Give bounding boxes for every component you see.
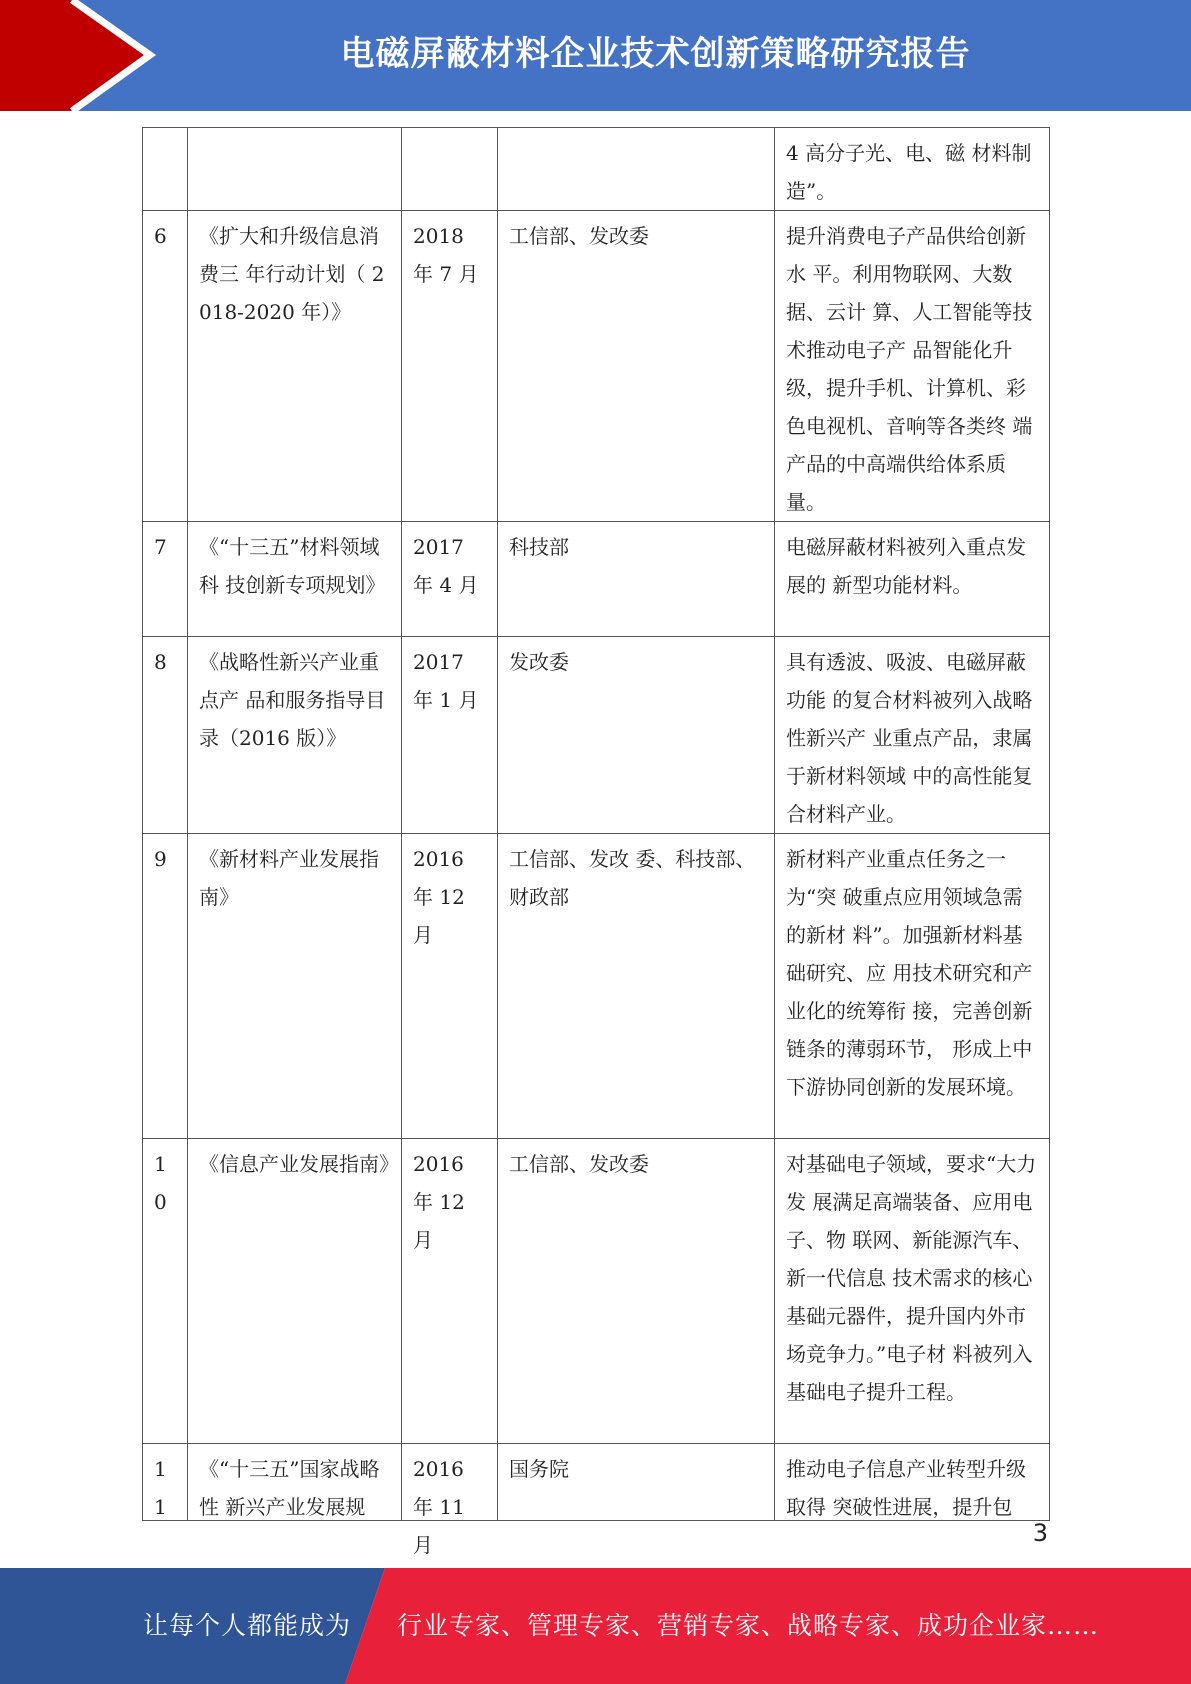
- release-date-cell: [402, 128, 498, 211]
- table-row: [143, 1444, 1050, 1521]
- row-number-cell: 9: [143, 834, 188, 1139]
- department-cell: [498, 128, 775, 211]
- release-date-cell: 2018 年 7 月: [402, 211, 498, 522]
- table-row: [143, 211, 1050, 522]
- policy-name-cell: 《新材料产业发展指南》: [188, 834, 402, 1139]
- table-row: [143, 522, 1050, 637]
- department-cell: [498, 1444, 775, 1521]
- chevron-decoration-icon: [0, 0, 150, 111]
- header-banner: [0, 0, 1191, 111]
- content-cell: 电磁屏蔽材料被列入重点发展的 新型功能材料。: [775, 522, 1050, 637]
- department-cell: 科技部: [498, 522, 775, 637]
- department-cell: 发改委: [498, 637, 775, 834]
- table-row: [143, 834, 1050, 1139]
- policy-table: [142, 127, 1050, 1557]
- row-number-cell: 10: [143, 1139, 188, 1444]
- table-row: [143, 1139, 1050, 1444]
- policy-name-text: 《“十三五”国家战略性 新兴产业发展规: [199, 1457, 380, 1519]
- department-cell: 工信部、发改委: [498, 1139, 775, 1444]
- table-row: [143, 637, 1050, 834]
- content-cell: 提升消费电子产品供给创新水 平。利用物联网、大数据、云计 算、人工智能等技术推动电子产 品智能化升级，提升手机、计算机、彩色电视机、音响等各类终 端产品的中高端供给体系质量。: [775, 211, 1050, 522]
- release-date-cell: 2017 年 4 月: [402, 522, 498, 637]
- content-cell: 4 高分子光、电、磁 材料制造”。: [775, 128, 1050, 211]
- row-number-cell: [143, 1444, 188, 1521]
- release-date-cell: [402, 1444, 498, 1557]
- policy-name-cell: 《扩大和升级信息消费三 年行动计划（ 2018-2020 年）》: [188, 211, 402, 522]
- content-cell: 具有透波、吸波、电磁屏蔽功能 的复合材料被列入战略性新兴产 业重点产品，隶属于新材料领域 中的高性能复合材料产业。: [775, 637, 1050, 834]
- policy-name-cell: 《“十三五”材料领域科 技创新专项规划》: [188, 522, 402, 637]
- page-number: 3: [1032, 1519, 1048, 1547]
- table-row: [143, 128, 1050, 211]
- footer-slogan-right: 行业专家、管理专家、营销专家、战略专家、成功企业家……: [397, 1611, 1100, 1640]
- content-cell: [775, 1444, 1050, 1521]
- release-date-cell: 2017 年 1 月: [402, 637, 498, 834]
- policy-name-cell: [188, 128, 402, 211]
- release-date-text: 2016 年 11 月: [413, 1457, 465, 1557]
- footer-banner: [0, 1568, 1191, 1684]
- department-cell: 工信部、发改 委、科技部、 财政部: [498, 834, 775, 1139]
- row-number-cell: [143, 128, 188, 211]
- content-text: 推动电子信息产业转型升级取得 突破性进展，提升包: [786, 1457, 1026, 1519]
- policy-name-cell: 《战略性新兴产业重点产 品和服务指导目录（2016 版）》: [188, 637, 402, 834]
- row-number-cell: 6: [143, 211, 188, 522]
- release-date-cell: 2016 年 12 月: [402, 1139, 498, 1444]
- report-title: 电磁屏蔽材料企业技术创新策略研究报告: [340, 34, 971, 74]
- footer-slogan-left: 让每个人都能成为: [143, 1611, 352, 1640]
- policy-name-cell: 《信息产业发展指南》: [188, 1139, 402, 1444]
- department-cell: 工信部、发改委: [498, 211, 775, 522]
- row-number-text: 11: [154, 1457, 167, 1519]
- row-number-cell: 7: [143, 522, 188, 637]
- policy-name-cell: [188, 1444, 402, 1521]
- row-number-cell: 8: [143, 637, 188, 834]
- content-cell: 新材料产业重点任务之一为“突 破重点应用领域急需的新材 料”。加强新材料基础研究、应 用技术研究和产业化的统筹衔 接，完善创新链条的薄弱环节， 形成上中下游协同创新的发展环境。: [775, 834, 1050, 1139]
- release-date-cell: 2016 年 12 月: [402, 834, 498, 1139]
- department-text: 国务院: [509, 1457, 569, 1481]
- content-cell: 对基础电子领域，要求“大力发 展满足高端装备、应用电子、物 联网、新能源汽车、新一代信息 技术需求的核心基础元器件，提升国内外市场竞争力。”电子材 料被列入基础电子提升工程。: [775, 1139, 1050, 1444]
